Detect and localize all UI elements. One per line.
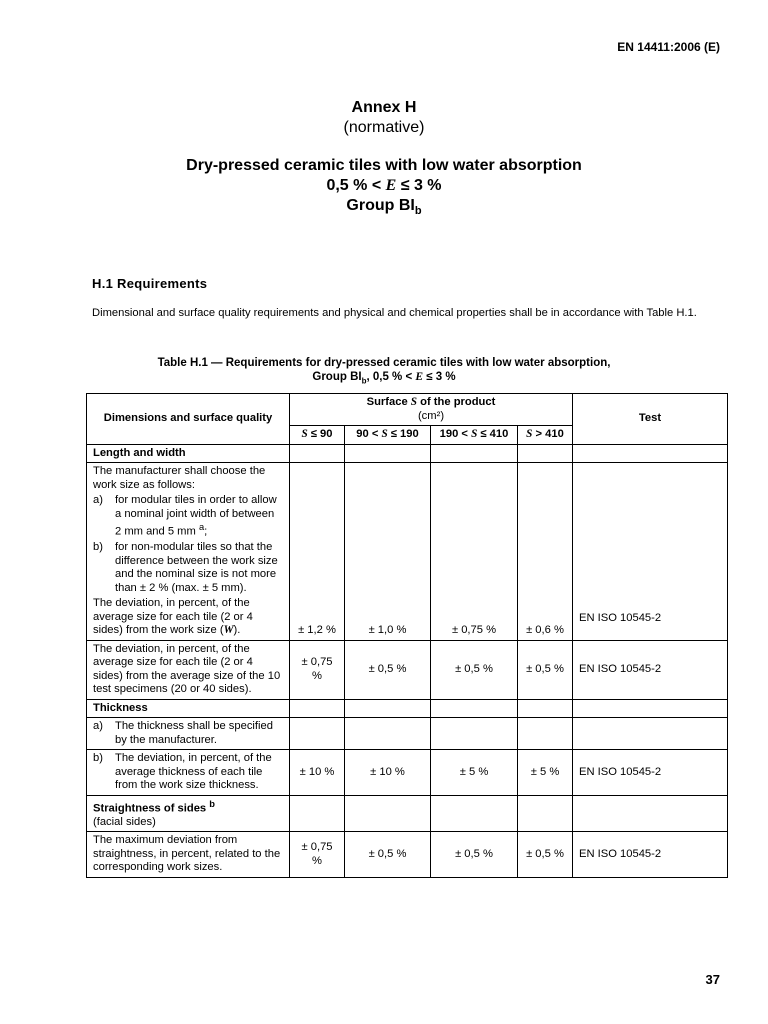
annex-label: Annex H — [351, 99, 417, 116]
page-number: 37 — [705, 972, 720, 987]
value-cell: ± 1,2 % — [290, 463, 345, 641]
section-straightness: Straightness of sides $^b$ (facial sides) — [87, 795, 290, 832]
header-surface: Surface S of the product (cm²) — [290, 394, 573, 426]
table-caption: Table H.1 — Requirements for dry-pressed ceramic tiles with low water absorption, Group $BI_b$, 0,5 % < E ≤ 3 % — [157, 357, 611, 386]
value-cell: ± 0,5 % — [431, 640, 518, 699]
value-cell: ± 0,5 % — [518, 640, 573, 699]
row-length-width-desc: The manufacturer shall choose the work size as follows: a) for modular tiles in order to allow a nominal joint width of between 2 mm and 5 mm $^a$; b) for non-modular tiles so that the difference between the work size and the nominal size is not more than ± 2 % (max. ± 5 mm). The deviation, in percent, of the average size for each tile (2 or 4 sides) from the work size (W). — [87, 463, 290, 641]
value-cell: ± 0,5 % — [345, 640, 431, 699]
value-cell: ± 0,75 % — [290, 832, 345, 878]
section-thickness: Thickness — [87, 699, 290, 718]
value-cell: ± 5 % — [518, 750, 573, 796]
annex-title-block — [0, 98, 768, 221]
section-heading: H.1 Requirements — [92, 276, 208, 291]
value-cell: ± 1,0 % — [345, 463, 431, 641]
title-line-2: 0,5 % < E ≤ 3 % — [326, 177, 442, 194]
test-cell: EN ISO 10545-2 — [573, 832, 728, 878]
requirements-table — [86, 393, 728, 878]
title-line-3: Group $BI_b$ — [346, 197, 422, 218]
header-col-2: 90 < S ≤ 190 — [345, 426, 431, 445]
document-id: EN 14411:2006 (E) — [617, 40, 720, 54]
table-row — [87, 640, 728, 699]
table-row — [87, 463, 728, 641]
header-test: Test — [573, 394, 728, 445]
table-row — [87, 750, 728, 796]
header-col-3: 190 < S ≤ 410 — [431, 426, 518, 445]
value-cell: ± 5 % — [431, 750, 518, 796]
row-thickness-a: a) The thickness shall be specified by the manufacturer. — [87, 718, 290, 750]
table-row — [87, 795, 728, 832]
value-cell: ± 10 % — [290, 750, 345, 796]
value-cell: ± 0,5 % — [345, 832, 431, 878]
table-row — [87, 718, 728, 750]
test-cell: EN ISO 10545-2 — [573, 640, 728, 699]
value-cell: ± 0,5 % — [431, 832, 518, 878]
value-cell: ± 0,75 % — [431, 463, 518, 641]
section-paragraph: Dimensional and surface quality requirements and physical and chemical properties shall be in accordance with Table H.1. — [92, 307, 697, 319]
test-cell: EN ISO 10545-2 — [573, 463, 728, 641]
value-cell: ± 10 % — [345, 750, 431, 796]
title-line-1: Dry-pressed ceramic tiles with low water absorption — [186, 157, 582, 174]
row-length-width-dev2: The deviation, in percent, of the average size for each tile (2 or 4 sides) from the average size of the 10 test specimens (20 or 40 sides). — [87, 640, 290, 699]
table-row — [87, 444, 728, 463]
row-straightness: The maximum deviation from straightness, in percent, related to the corresponding work sizes. — [87, 832, 290, 878]
header-col-4: S > 410 — [518, 426, 573, 445]
row-thickness-b: b) The deviation, in percent, of the average thickness of each tile from the work size thickness. — [87, 750, 290, 796]
header-dimensions: Dimensions and surface quality — [87, 394, 290, 445]
annex-main-title — [0, 156, 768, 221]
test-cell: EN ISO 10545-2 — [573, 750, 728, 796]
value-cell: ± 0,75 % — [290, 640, 345, 699]
value-cell: ± 0,6 % — [518, 463, 573, 641]
table-row — [87, 832, 728, 878]
value-cell: ± 0,5 % — [518, 832, 573, 878]
annex-normative: (normative) — [343, 119, 425, 136]
section-length-width: Length and width — [87, 444, 290, 463]
table-row — [87, 699, 728, 718]
header-col-1: S ≤ 90 — [290, 426, 345, 445]
